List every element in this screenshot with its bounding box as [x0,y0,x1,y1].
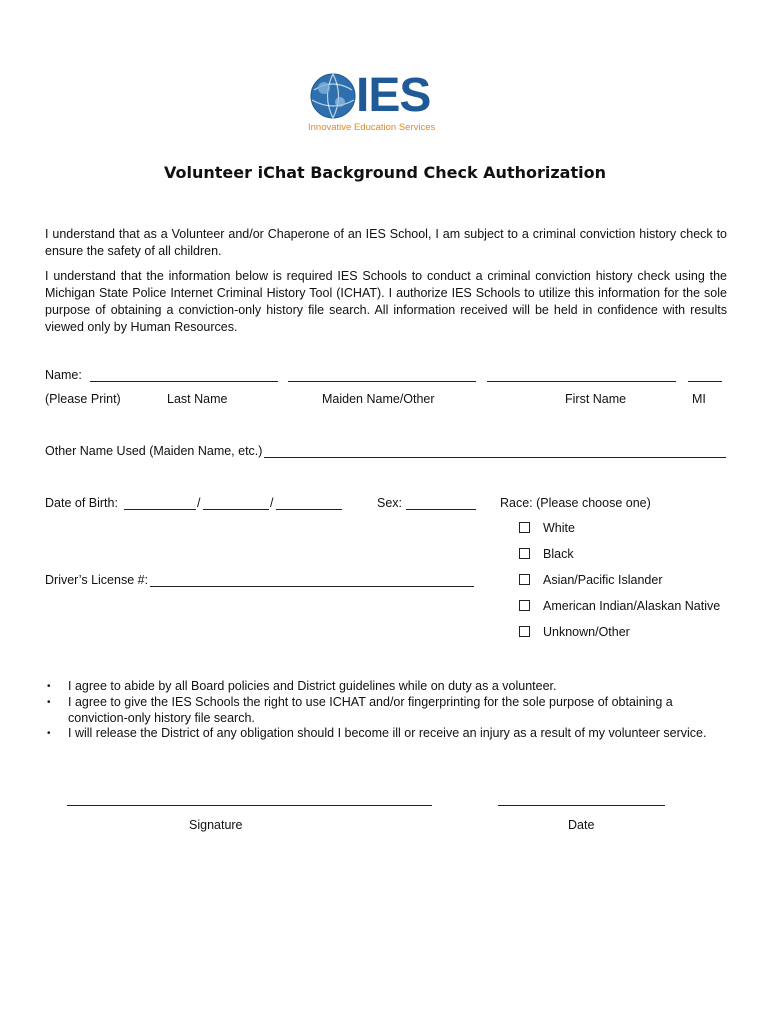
race-unknown-checkbox[interactable] [519,626,530,637]
race-unknown-label: Unknown/Other [543,625,630,639]
signature-field[interactable] [67,805,432,806]
drivers-license-field[interactable] [150,586,474,587]
page-title: Volunteer iChat Background Check Authorization [164,163,606,182]
race-white-label: White [543,521,575,535]
last-name-label: Last Name [167,392,228,406]
intro-paragraph-1: I understand that as a Volunteer and/or Chaperone of an IES School, I am subject to a criminal conviction history check to ensure the safety of all children. [45,227,727,258]
logo-tagline: Innovative Education Services [308,122,436,133]
first-name-label: First Name [565,392,627,406]
dob-year-field[interactable] [276,509,342,510]
signature-label: Signature [189,818,243,832]
please-print-label: (Please Print) [45,392,121,406]
bullet-icon: • [47,728,51,739]
race-black-checkbox[interactable] [519,548,530,559]
name-label: Name: [45,368,82,382]
race-asian-label: Asian/Pacific Islander [543,573,663,587]
agreement-bullet-2: I agree to give the IES Schools the right to use ICHAT and/or fingerprinting for the sole purpose of obtaining a conviction-only history file search. [68,695,673,725]
maiden-name-label: Maiden Name/Other [322,392,435,406]
logo-text: IES [356,69,431,122]
bullet-icon: • [47,681,51,692]
intro-paragraph-2: I understand that the information below is required IES Schools to conduct a criminal conviction history check using the Michigan State Police Internet Criminal History Tool (ICHAT). I authorize IES Schools to utilize this information for the sole purpose of obtaining a conviction-only history file search. All information received will be held in confidence with results viewed only by Human Resources. [45,269,727,334]
race-label: Race: (Please choose one) [500,496,651,510]
race-white-checkbox[interactable] [519,522,530,533]
first-name-field[interactable] [487,381,676,382]
bullet-icon: • [47,697,51,708]
drivers-license-label: Driver’s License #: [45,573,149,587]
date-field[interactable] [498,805,665,806]
dob-day-field[interactable] [203,509,269,510]
date-label: Date [568,818,595,832]
race-native-checkbox[interactable] [519,600,530,611]
dob-month-field[interactable] [124,509,196,510]
dob-separator-2: / [270,496,274,510]
dob-separator-1: / [197,496,201,510]
mi-field[interactable] [688,381,722,382]
other-name-field[interactable] [264,457,726,458]
maiden-name-field[interactable] [288,381,476,382]
agreement-bullet-1: I agree to abide by all Board policies and District guidelines while on duty as a volunteer. [68,679,557,693]
race-asian-checkbox[interactable] [519,574,530,585]
mi-label: MI [692,392,706,406]
other-name-label: Other Name Used (Maiden Name, etc.) [45,444,263,458]
agreement-bullet-3: I will release the District of any obligation should I become ill or receive an injury as a result of my volunteer service. [68,726,707,740]
sex-label: Sex: [377,496,403,510]
dob-label: Date of Birth: [45,496,118,510]
sex-field[interactable] [406,509,476,510]
last-name-field[interactable] [90,381,278,382]
race-black-label: Black [543,547,574,561]
race-native-label: American Indian/Alaskan Native [543,599,721,613]
